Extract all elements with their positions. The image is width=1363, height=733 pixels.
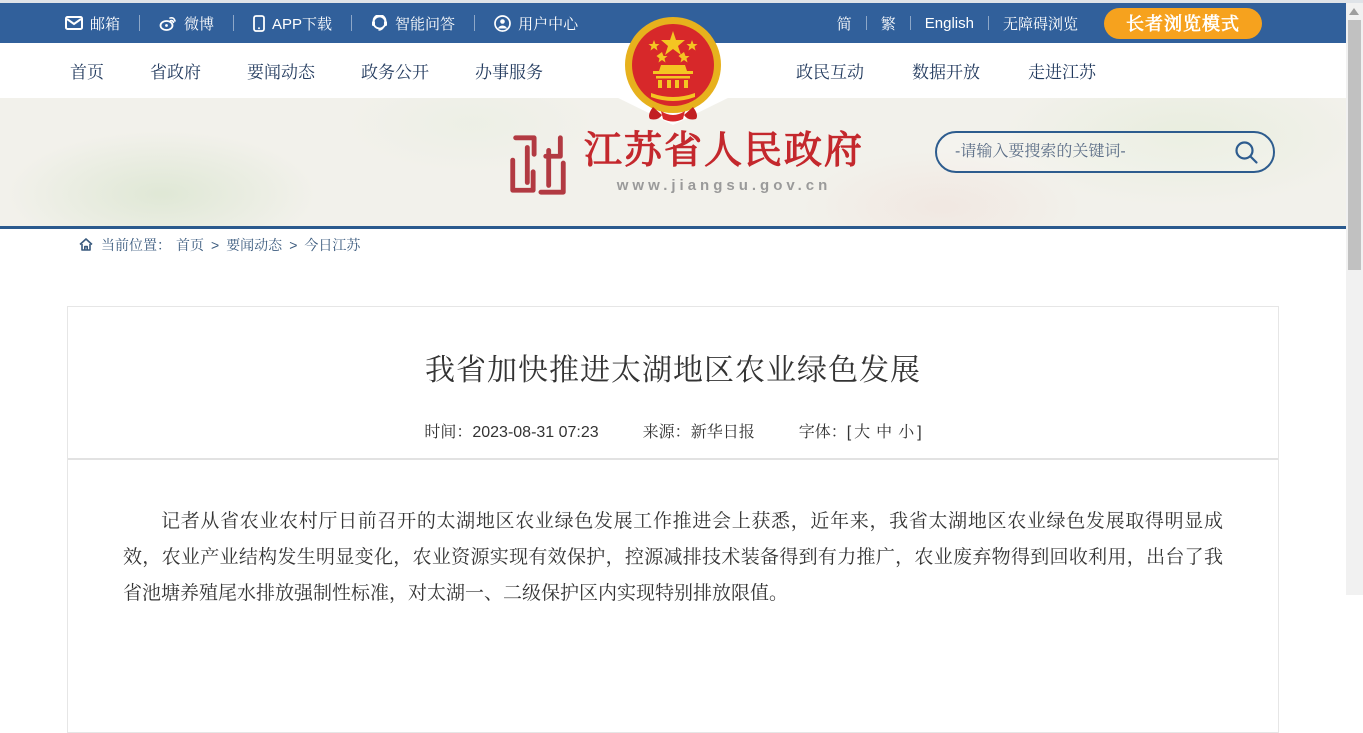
- weibo-icon: [159, 15, 177, 31]
- breadcrumb-item-home[interactable]: 首页: [176, 236, 204, 253]
- divider: [351, 15, 352, 31]
- meta-time-value: 2023-08-31 07:23: [472, 424, 599, 441]
- brand-text: [584, 131, 864, 194]
- divider: [474, 15, 475, 31]
- meta-time: [424, 419, 598, 442]
- search-input[interactable]: [955, 143, 1233, 161]
- topbar-link-mail[interactable]: [65, 13, 120, 34]
- accessibility-link[interactable]: 无障碍浏览: [1002, 15, 1078, 33]
- topbar-link-label: 智能问答: [395, 15, 456, 33]
- font-size-medium[interactable]: 中: [876, 424, 893, 441]
- topbar-lang-switch: [837, 8, 1262, 39]
- meta-time-label: 时间：: [424, 424, 473, 441]
- topbar-link-label: 用户中心: [518, 15, 579, 33]
- chat-icon: [371, 15, 388, 31]
- article-body: 记者从省农业农村厅日前召开的太湖地区农业绿色发展工作推进会上获悉，近年来，我省太湖地区农业绿色发展取得明显成效，农业产业结构发生明显变化，农业资源实现有效保护，控源减排技术装备得到有力推广，农业废弃物得到回收利用，出台了我省池塘养殖尾水排放强制性标准，对太湖一、二级保护区内实现特别排放限值。: [123, 511, 1223, 604]
- article-meta: [68, 419, 1278, 442]
- meta-divider: [68, 458, 1278, 460]
- topbar-quick-links: [65, 13, 578, 34]
- meta-source-value: 新华日报: [690, 424, 755, 441]
- topbar-link-app[interactable]: [253, 13, 332, 34]
- meta-font-label: 字体：[: [798, 424, 852, 441]
- article-title: 我省加快推进太湖地区农业绿色发展: [425, 354, 921, 387]
- scrollbar-thumb[interactable]: [1348, 20, 1361, 270]
- topbar-link-weibo[interactable]: [159, 13, 214, 34]
- nav-right-group: [796, 58, 1096, 83]
- breadcrumb-separator: >: [289, 236, 298, 253]
- topbar-link-label: 微博: [184, 15, 215, 33]
- meta-font-close: ]: [917, 424, 922, 441]
- divider: [139, 15, 140, 31]
- breadcrumb: [0, 229, 1346, 260]
- divider: [988, 16, 989, 30]
- nav-item-about-jiangsu[interactable]: 走进江苏: [1028, 63, 1096, 82]
- breadcrumb-item-current: 今日江苏: [304, 236, 361, 253]
- user-icon: [494, 15, 511, 32]
- nav-item-government[interactable]: 省政府: [150, 63, 201, 82]
- mail-icon: [65, 16, 83, 30]
- home-icon: [78, 237, 94, 252]
- scrollbar[interactable]: [1346, 3, 1363, 595]
- site-title: 江苏省人民政府: [584, 130, 865, 172]
- topbar-link-label: 邮箱: [90, 15, 121, 33]
- font-size-small[interactable]: 小: [898, 424, 915, 441]
- lang-english[interactable]: English: [924, 14, 974, 32]
- nav-item-home[interactable]: 首页: [70, 63, 104, 82]
- breadcrumb-separator: >: [211, 236, 220, 253]
- topbar-link-qa[interactable]: [371, 13, 455, 34]
- meta-font-size: [799, 419, 922, 442]
- nav-left-group: [70, 58, 543, 83]
- search-icon[interactable]: [1233, 139, 1259, 165]
- main-content: [0, 260, 1346, 733]
- divider: [233, 15, 234, 31]
- breadcrumb-item-news[interactable]: 要闻动态: [226, 236, 283, 253]
- seal-logo-icon: [506, 131, 570, 199]
- nav-item-services[interactable]: 办事服务: [475, 63, 543, 82]
- nav-item-public-affairs[interactable]: 政务公开: [361, 63, 429, 82]
- lang-traditional[interactable]: 繁: [880, 15, 896, 33]
- national-emblem: [623, 15, 723, 123]
- nav-item-interaction[interactable]: 政民互动: [796, 63, 864, 82]
- breadcrumb-label: 当前位置：: [101, 236, 171, 253]
- divider: [910, 16, 911, 30]
- lang-simplified[interactable]: 简: [836, 15, 852, 33]
- phone-icon: [253, 15, 265, 32]
- meta-source: [643, 419, 755, 442]
- divider: [866, 16, 867, 30]
- page: [0, 3, 1346, 733]
- meta-source-label: 来源：: [642, 424, 691, 441]
- nav-item-open-data[interactable]: 数据开放: [912, 63, 980, 82]
- font-size-large[interactable]: 大: [854, 424, 871, 441]
- search-box: [935, 131, 1275, 173]
- site-brand: [506, 131, 864, 199]
- elder-mode-button[interactable]: 长者浏览模式: [1104, 8, 1262, 39]
- nav-item-news[interactable]: 要闻动态: [247, 63, 315, 82]
- topbar-link-user[interactable]: [494, 13, 578, 34]
- browser-edge: [0, 0, 1363, 3]
- topbar-link-label: APP下载: [272, 15, 333, 33]
- scrollbar-up-arrow[interactable]: [1349, 8, 1359, 15]
- site-url: www.jiangsu.gov.cn: [616, 177, 832, 194]
- article-card: [67, 306, 1279, 733]
